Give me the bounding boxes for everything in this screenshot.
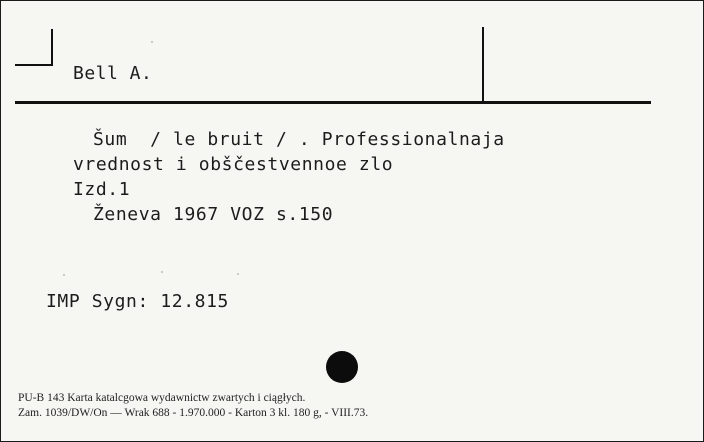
corner-mark-horizontal bbox=[15, 64, 53, 66]
paper-speck bbox=[237, 273, 239, 275]
title-line-1: Šum / le bruit / . Professionalnaja bbox=[93, 129, 505, 150]
column-divider bbox=[482, 27, 484, 101]
printer-footer-line-2: Zam. 1039/DW/On — Wrak 688 - 1.970.000 - Karton 3 kl. 180 g, - VIII.73. bbox=[18, 407, 369, 419]
heading-rule bbox=[15, 101, 651, 104]
paper-speck bbox=[161, 271, 163, 273]
printer-footer-line-1: PU-B 143 Karta katalcgowa wydawnictw zwartych i ciągłych. bbox=[18, 392, 306, 404]
paper-speck bbox=[151, 41, 153, 43]
punch-hole bbox=[326, 351, 358, 383]
paper-speck bbox=[63, 274, 65, 276]
corner-mark-vertical bbox=[51, 29, 53, 65]
author-heading: Bell A. bbox=[73, 63, 153, 84]
shelf-signature: IMP Sygn: 12.815 bbox=[46, 291, 229, 312]
imprint-line: Ženeva 1967 VOZ s.150 bbox=[93, 204, 334, 225]
title-line-2: vrednost i obščestvennoe zlo bbox=[73, 154, 394, 175]
edition-line: Izd.1 bbox=[73, 179, 131, 200]
